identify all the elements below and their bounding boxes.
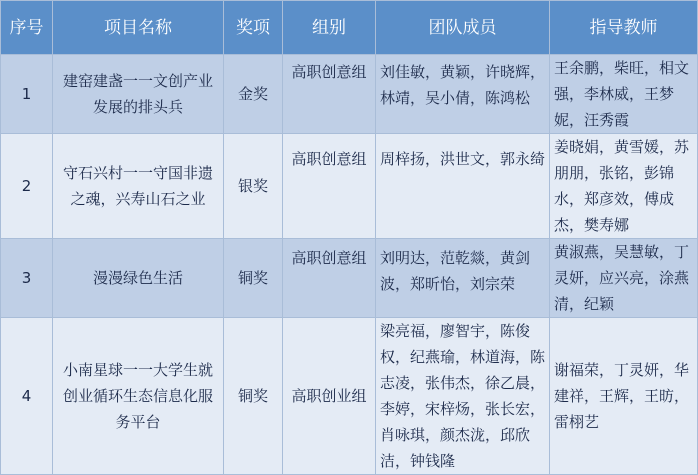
advisors-cell: 黄淑燕，吴慧敏，丁灵妍，应兴亮，涂燕清，纪颖 <box>550 239 698 318</box>
advisors-cell: 姜晓娟，黄雪媛，苏朋朋，张铭，彭锦水，郑彦效，傅成杰，樊寿娜 <box>550 134 698 239</box>
row-index: 3 <box>1 239 53 318</box>
header-team: 团队成员 <box>376 1 550 55</box>
table-row <box>1 55 698 134</box>
header-row <box>1 1 698 55</box>
header-project: 项目名称 <box>53 1 224 55</box>
award-cell: 铜奖 <box>224 318 283 475</box>
row-index: 2 <box>1 134 53 239</box>
team-members: 周梓扬，洪世文，郭永绮 <box>376 134 550 239</box>
award-cell: 铜奖 <box>224 239 283 318</box>
award-cell: 银奖 <box>224 134 283 239</box>
table-row <box>1 239 698 318</box>
group-cell: 高职创业组 <box>283 318 376 475</box>
header-index: 序号 <box>1 1 53 55</box>
table-row <box>1 318 698 475</box>
team-members: 刘佳敏，黄颖，许晓辉，林靖，吴小倩，陈鸿松 <box>376 55 550 134</box>
header-advisors: 指导教师 <box>550 1 698 55</box>
table-row <box>1 134 698 239</box>
award-cell: 金奖 <box>224 55 283 134</box>
advisors-cell: 谢福荣，丁灵妍，华建祥，王辉，王昉，雷栩艺 <box>550 318 698 475</box>
project-name: 漫漫绿色生活 <box>53 239 224 318</box>
group-cell: 高职创意组 <box>283 134 376 239</box>
group-cell: 高职创意组 <box>283 239 376 318</box>
team-members: 刘明达，范乾燚，黄剑波，郑昕怡，刘宗荣 <box>376 239 550 318</box>
project-name: 守石兴村一一守国非遗之魂，兴寿山石之业 <box>53 134 224 239</box>
advisors-cell: 王余鹏，柴旺，相文强，李林威，王梦妮，汪秀霞 <box>550 55 698 134</box>
header-group: 组别 <box>283 1 376 55</box>
header-award: 奖项 <box>224 1 283 55</box>
project-name: 建窑建盏一一文创产业发展的排头兵 <box>53 55 224 134</box>
group-cell: 高职创意组 <box>283 55 376 134</box>
team-members: 梁亮福，廖智宇，陈俊权，纪燕瑜，林道海，陈志凌，张伟杰，徐乙晨，李婷，宋梓炀，张长宏，肖咏琪，颜杰泷，邱欣洁，钟钱隆 <box>376 318 550 475</box>
row-index: 1 <box>1 55 53 134</box>
row-index: 4 <box>1 318 53 475</box>
project-name: 小南星球一一大学生就创业循环生态信息化服务平台 <box>53 318 224 475</box>
